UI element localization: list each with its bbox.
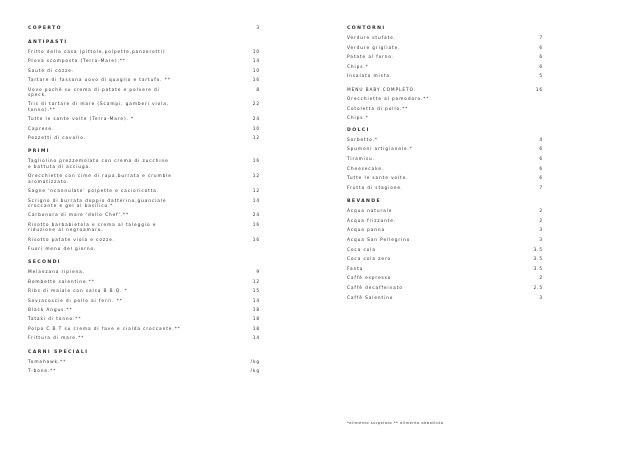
menu-item-price: 2 xyxy=(539,218,543,224)
menu-item xyxy=(347,286,543,291)
menu-item-name: Sorbetto.* xyxy=(347,137,378,143)
menu-item-price: 9 xyxy=(256,270,260,276)
allergen-footnote: *alimento surgelato ** alimento abbattuto xyxy=(347,421,444,425)
menu-item xyxy=(347,176,543,181)
section-title-dolci: DOLCI xyxy=(347,127,370,133)
menu-item-name: Black Angus.** xyxy=(28,307,73,313)
menu-item-name: Spumoni artigianale.* xyxy=(347,147,413,153)
menu-right-column xyxy=(347,26,543,301)
menu-item xyxy=(28,360,260,365)
menu-item xyxy=(347,296,543,301)
menu-item-name: Patate al forno. xyxy=(347,55,395,61)
coperto-price: 3 xyxy=(256,26,260,31)
menu-item-price: 18 xyxy=(252,307,260,313)
baby-menu-list xyxy=(347,97,543,122)
section-title-bevande: BEVANDE xyxy=(347,199,382,205)
menu-item-name: Verdure grigliate. xyxy=(347,45,401,51)
menu-item-price: 6 xyxy=(539,176,543,182)
menu-item-name: Sauté di cozze. xyxy=(28,68,75,74)
menu-item xyxy=(28,199,260,210)
menu-item-price: 10 xyxy=(252,50,260,55)
menu-item-name: Verdure stufate. xyxy=(347,36,396,41)
menu-item-name: Risotto patate viola e cozze. xyxy=(28,237,115,243)
menu-item xyxy=(28,223,260,234)
menu-item xyxy=(28,280,260,285)
menu-left-column xyxy=(28,26,260,374)
menu-item-price: 6 xyxy=(539,45,543,51)
menu-item-price: 2 xyxy=(539,276,543,282)
coperto-label: COPERTO xyxy=(28,26,62,31)
menu-item-name: Caprese. xyxy=(28,126,55,132)
menu-item-name: Chips.* xyxy=(347,116,369,122)
contorni-list xyxy=(347,36,543,80)
menu-item xyxy=(347,107,543,112)
menu-item-price: 12 xyxy=(252,174,260,180)
menu-item-name: Tataki di tonno.** xyxy=(28,317,82,323)
dolci-list xyxy=(347,138,543,191)
menu-item xyxy=(347,55,543,60)
menu-item xyxy=(28,299,260,304)
menu-item xyxy=(347,157,543,162)
menu-item xyxy=(347,248,543,253)
menu-item-name: Pezzetti di cavallo. xyxy=(28,136,86,142)
menu-item-name: Orecchiette al pomodoro.** xyxy=(347,97,430,103)
menu-item-name: Acqua naturale xyxy=(347,209,393,215)
menu-item-name: Fritto della casa (pittole,polpette,panzerotti) xyxy=(28,50,166,55)
menu-item-name: Cheesecake. xyxy=(347,166,385,172)
menu-item xyxy=(347,267,543,272)
menu-item xyxy=(28,189,260,194)
menu-item-name: Acqua panna xyxy=(347,228,386,234)
menu-item-name: Fanta xyxy=(347,266,364,272)
menu-item xyxy=(28,159,260,170)
carni-speciali-list xyxy=(28,360,260,375)
menu-item xyxy=(28,102,260,113)
menu-item-price: 12 xyxy=(252,189,260,195)
secondi-list xyxy=(28,270,260,341)
menu-item-price: 7 xyxy=(539,36,543,41)
menu-item-price: 3 xyxy=(539,228,543,234)
menu-item-name: Cotoletta di pollo.** xyxy=(347,106,409,112)
primi-list xyxy=(28,159,260,252)
menu-item-price: 3 xyxy=(539,237,543,243)
menu-item xyxy=(28,78,260,83)
menu-item-price: 6 xyxy=(539,64,543,70)
menu-item xyxy=(347,209,543,214)
menu-item-name: Melanzana ripiena. xyxy=(28,270,85,276)
menu-item-price: 6 xyxy=(539,156,543,162)
menu-item xyxy=(347,65,543,70)
menu-item-name: Coca cola zero xyxy=(347,257,391,263)
menu-item-name: Caffè espresso xyxy=(347,276,392,282)
menu-item-name: Sagne 'ncannulate' polpette e cacioricotta. xyxy=(28,189,160,195)
menu-item-name: Coca cola xyxy=(347,247,376,253)
menu-item-name: Ribs di maiale con salsa B.B.Q. * xyxy=(28,289,128,295)
menu-item-name: Carbonara di mare 'dello Chef'.** xyxy=(28,213,130,219)
menu-item-price: 3.5 xyxy=(533,257,543,263)
menu-item-name: Orecchiette con cime di rapa,burrata e crumble aromatizzato. xyxy=(28,174,172,185)
menu-item xyxy=(28,238,260,243)
menu-item-name: Polpo C.B.T su crema di fave e cialda croccante.** xyxy=(28,326,181,332)
menu-item-price: 6 xyxy=(539,55,543,61)
menu-item-price: 2.5 xyxy=(533,285,543,291)
menu-item-price: 12 xyxy=(252,136,260,142)
menu-item-price: /kg xyxy=(250,359,260,365)
menu-item-price: 15 xyxy=(252,289,260,295)
menu-item-name: Chips.* xyxy=(347,64,369,70)
menu-item xyxy=(347,219,543,224)
menu-item xyxy=(347,138,543,143)
menu-item-name: Insalata mista. xyxy=(347,74,393,80)
menu-item xyxy=(347,36,543,41)
menu-item-price: 16 xyxy=(252,159,260,165)
menu-item xyxy=(28,174,260,185)
menu-item-price: 16 xyxy=(252,78,260,84)
menu-item xyxy=(28,369,260,374)
baby-menu-title: MENU BABY COMPLETO xyxy=(347,87,414,93)
menu-item xyxy=(28,270,260,275)
menu-item xyxy=(347,238,543,243)
menu-item-name: Bombette salentine.** xyxy=(28,279,95,285)
menu-item-name: Fuori menu del giorno. xyxy=(28,246,97,252)
menu-item xyxy=(28,289,260,294)
menu-item-name: Uovo pochè su crema di patate e polvere di speck. xyxy=(28,87,160,99)
menu-item xyxy=(28,317,260,322)
menu-item-price: 3.5 xyxy=(533,247,543,253)
menu-item-price: 18 xyxy=(252,326,260,332)
menu-item-name: Risotto barbabietola e crema al taleggio e riduzione al negroamaro. xyxy=(28,222,157,234)
menu-item-price: 7 xyxy=(539,185,543,191)
menu-item xyxy=(28,69,260,74)
menu-item xyxy=(28,127,260,132)
menu-item-price: 22 xyxy=(252,102,260,108)
menu-item-price: 16 xyxy=(252,222,260,228)
menu-item-price: /kg xyxy=(250,369,260,374)
menu-item xyxy=(347,46,543,51)
menu-item-name: Frutta di stagione. xyxy=(347,185,404,191)
bevande-list xyxy=(347,209,543,301)
menu-item-price: 18 xyxy=(252,317,260,323)
menu-item-price: 14 xyxy=(252,336,260,342)
menu-item-price: 14 xyxy=(252,198,260,204)
menu-item xyxy=(28,88,260,99)
menu-item-price: 4 xyxy=(539,137,543,143)
menu-item xyxy=(347,167,543,172)
menu-item-name: Tutte le sante volte (Terra-Mare). * xyxy=(28,117,135,123)
menu-item xyxy=(347,257,543,262)
menu-item-name: Acqua San Pellegrino xyxy=(347,237,411,243)
section-title-carni-speciali: CARNI SPECIALI xyxy=(28,349,89,355)
section-title-antipasti: ANTIPASTI xyxy=(28,40,68,45)
menu-item-price: 10 xyxy=(252,68,260,74)
menu-item-name: Tiramisu. xyxy=(347,156,375,162)
menu-item-name: Tagliolino prezzemolato con crema di zucchine e battuta di acciuga. xyxy=(28,159,169,170)
menu-item-name: Caffè decaffeinato xyxy=(347,285,403,291)
menu-item-name: Prova scomposta (Terra-Mare).** xyxy=(28,59,126,65)
section-title-contorni: CONTORNI xyxy=(347,26,386,31)
menu-item-name: Tris di tartare di mare (Scampi, gamberi viola, tonno).** xyxy=(28,102,170,113)
antipasti-list xyxy=(28,50,260,141)
menu-item-name: Frittura di mare.** xyxy=(28,336,85,342)
menu-item-name: Tartare di fassona uovo di quaglia e tartufo. ** xyxy=(28,78,171,84)
menu-item-price: 10 xyxy=(252,126,260,132)
menu-item xyxy=(347,97,543,102)
menu-item-price: 14 xyxy=(252,298,260,304)
menu-item-name: T-bone.** xyxy=(28,369,57,374)
menu-item-name: Tutte le sante volte. xyxy=(347,176,409,182)
menu-item xyxy=(28,213,260,218)
menu-item xyxy=(28,50,260,55)
menu-item-price: 5 xyxy=(539,74,543,80)
menu-item xyxy=(347,147,543,152)
menu-item-price: 3 xyxy=(539,295,543,301)
menu-item-name: Acqua frizzante. xyxy=(347,218,397,224)
menu-item xyxy=(28,327,260,332)
menu-item-price: 8 xyxy=(256,87,260,93)
menu-item-name: Scrigno di burrata doppio datterino,guanciale croccante e gel al basilico.* xyxy=(28,198,167,209)
menu-item-price: 24 xyxy=(252,213,260,219)
section-title-secondi: SECONDI xyxy=(28,260,61,266)
menu-item-price: 2 xyxy=(539,209,543,215)
menu-item xyxy=(347,228,543,233)
menu-item xyxy=(347,276,543,281)
menu-item-name: Tomahawk.** xyxy=(28,359,67,365)
menu-item-name: Caffè Salentino xyxy=(347,295,394,301)
menu-item-price: 12 xyxy=(252,279,260,285)
menu-item-price: 16 xyxy=(252,237,260,243)
menu-item-name: Sovracoscie di pollo ai ferri. ** xyxy=(28,298,123,304)
menu-item-price: 3.5 xyxy=(533,266,543,272)
menu-item xyxy=(28,308,260,313)
menu-item-price: 6 xyxy=(539,166,543,172)
section-title-primi: PRIMI xyxy=(28,149,50,155)
menu-item-price: 6 xyxy=(539,147,543,153)
menu-item xyxy=(28,117,260,122)
menu-item-price: 24 xyxy=(252,117,260,123)
baby-menu-price: 16 xyxy=(535,87,543,93)
menu-item xyxy=(28,59,260,64)
menu-item-price: 14 xyxy=(252,59,260,65)
